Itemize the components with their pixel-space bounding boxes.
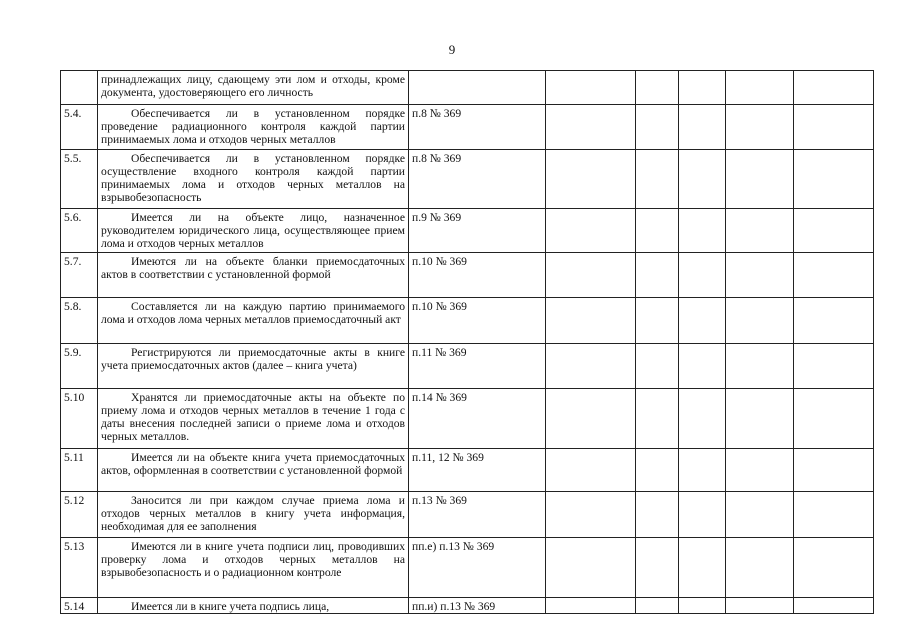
answer-cell [636, 389, 679, 449]
table-row [61, 298, 874, 344]
row-number: 5.8. [61, 298, 98, 344]
answer-cell [679, 598, 726, 614]
row-number [61, 71, 98, 105]
answer-cell [679, 538, 726, 598]
answer-cell [546, 344, 636, 389]
answer-cell [794, 253, 874, 298]
answer-cell [546, 538, 636, 598]
answer-cell [726, 253, 794, 298]
row-number: 5.10 [61, 389, 98, 449]
row-number: 5.5. [61, 150, 98, 209]
answer-cell [546, 105, 636, 150]
answer-cell [636, 71, 679, 105]
row-question: Имеется ли в книге учета подпись лица, [98, 598, 409, 614]
answer-cell [794, 105, 874, 150]
row-question: Имеется ли на объекте книга учета приемосдаточных актов, оформленная в соответствии с установленной формой [98, 449, 409, 492]
answer-cell [794, 598, 874, 614]
answer-cell [546, 449, 636, 492]
answer-cell [546, 492, 636, 538]
row-reference: п.11, 12 № 369 [409, 449, 546, 492]
row-reference: п.8 № 369 [409, 150, 546, 209]
row-question: Имеются ли в книге учета подписи лиц, проводивших проверку лома и отходов черных металлов на взрывобезопасность и о радиационном контроле [98, 538, 409, 598]
answer-cell [726, 209, 794, 253]
answer-cell [636, 150, 679, 209]
answer-cell [794, 492, 874, 538]
answer-cell [679, 253, 726, 298]
answer-cell [636, 209, 679, 253]
answer-cell [726, 71, 794, 105]
table-row [61, 253, 874, 298]
row-number: 5.6. [61, 209, 98, 253]
table-row [61, 105, 874, 150]
table-row [61, 344, 874, 389]
answer-cell [726, 449, 794, 492]
answer-cell [546, 298, 636, 344]
answer-cell [679, 492, 726, 538]
answer-cell [679, 389, 726, 449]
answer-cell [726, 105, 794, 150]
row-reference: п.9 № 369 [409, 209, 546, 253]
row-reference [409, 71, 546, 105]
answer-cell [794, 150, 874, 209]
checklist-table [60, 70, 874, 614]
row-reference: п.10 № 369 [409, 253, 546, 298]
answer-cell [636, 298, 679, 344]
answer-cell [794, 344, 874, 389]
page-number: 9 [448, 42, 456, 57]
table-row [61, 538, 874, 598]
answer-cell [636, 344, 679, 389]
table-row [61, 71, 874, 105]
row-question: Регистрируются ли приемосдаточные акты в книге учета приемосдаточных актов (далее – книга учета) [98, 344, 409, 389]
row-reference: п.13 № 369 [409, 492, 546, 538]
answer-cell [546, 389, 636, 449]
row-question: Обеспечивается ли в установленном порядке осуществление входного контроля каждой партии принимаемых лома и отходов черных металлов на взрывобезопасность [98, 150, 409, 209]
answer-cell [546, 150, 636, 209]
table-row [61, 389, 874, 449]
answer-cell [679, 298, 726, 344]
answer-cell [794, 209, 874, 253]
table-row [61, 209, 874, 253]
answer-cell [679, 449, 726, 492]
row-number: 5.7. [61, 253, 98, 298]
row-question: Хранятся ли приемосдаточные акты на объекте по приему лома и отходов черных металлов в течение 1 года с даты внесения последней записи о приеме лома и отходов черных металлов. [98, 389, 409, 449]
answer-cell [546, 598, 636, 614]
answer-cell [636, 449, 679, 492]
answer-cell [546, 71, 636, 105]
answer-cell [679, 150, 726, 209]
row-number: 5.9. [61, 344, 98, 389]
answer-cell [726, 298, 794, 344]
table-row [61, 598, 874, 614]
row-question: Составляется ли на каждую партию принимаемого лома и отходов лома черных металлов приемосдаточный акт [98, 298, 409, 344]
answer-cell [679, 105, 726, 150]
answer-cell [726, 344, 794, 389]
row-reference: п.8 № 369 [409, 105, 546, 150]
row-question: Обеспечивается ли в установленном порядке проведение радиационного контроля каждой партии принимаемых лома и отходов черных металлов [98, 105, 409, 150]
answer-cell [794, 389, 874, 449]
answer-cell [726, 150, 794, 209]
table-row [61, 492, 874, 538]
row-reference: п.14 № 369 [409, 389, 546, 449]
answer-cell [726, 492, 794, 538]
answer-cell [636, 492, 679, 538]
answer-cell [636, 105, 679, 150]
row-question: Имеется ли на объекте лицо, назначенное руководителем юридического лица, осуществляющее прием лома и отходов черных металлов [98, 209, 409, 253]
answer-cell [679, 209, 726, 253]
answer-cell [726, 389, 794, 449]
row-number: 5.13 [61, 538, 98, 598]
answer-cell [636, 253, 679, 298]
row-number: 5.4. [61, 105, 98, 150]
row-reference: пп.и) п.13 № 369 [409, 598, 546, 614]
row-reference: п.10 № 369 [409, 298, 546, 344]
answer-cell [726, 538, 794, 598]
row-reference: п.11 № 369 [409, 344, 546, 389]
table-row [61, 150, 874, 209]
answer-cell [679, 71, 726, 105]
answer-cell [794, 71, 874, 105]
answer-cell [636, 538, 679, 598]
answer-cell [546, 209, 636, 253]
row-number: 5.14 [61, 598, 98, 614]
answer-cell [794, 449, 874, 492]
row-number: 5.12 [61, 492, 98, 538]
answer-cell [726, 598, 794, 614]
answer-cell [794, 298, 874, 344]
answer-cell [636, 598, 679, 614]
row-question: Имеются ли на объекте бланки приемосдаточных актов в соответствии с установленной формой [98, 253, 409, 298]
answer-cell [679, 344, 726, 389]
table-row [61, 449, 874, 492]
row-question: принадлежащих лицу, сдающему эти лом и отходы, кроме документа, удостоверяющего его личность [98, 71, 409, 105]
row-number: 5.11 [61, 449, 98, 492]
row-reference: пп.е) п.13 № 369 [409, 538, 546, 598]
answer-cell [794, 538, 874, 598]
row-question: Заносится ли при каждом случае приема лома и отходов черных металлов в книгу учета информация, необходимая для ее заполнения [98, 492, 409, 538]
answer-cell [546, 253, 636, 298]
